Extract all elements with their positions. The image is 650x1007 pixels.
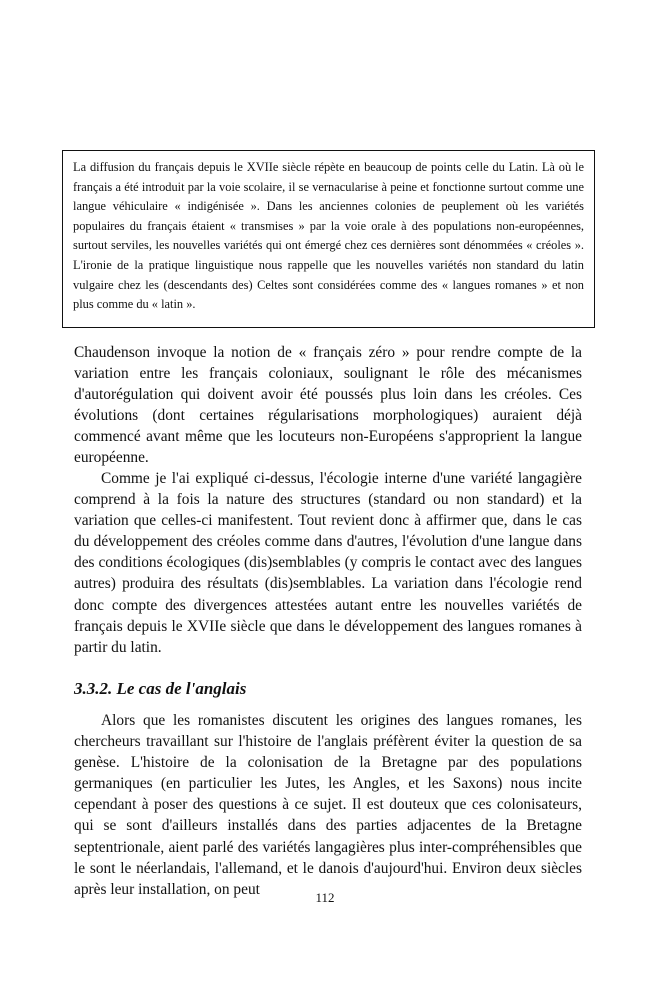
paragraph-anglais: Alors que les romanistes discutent les origines des langues romanes, les chercheurs travaillant sur l'histoire de l'anglais préfèrent éviter la question de sa genèse. L'histoire de la colonisation de la Bretagne par des populations germaniques (en particulier les Jutes, les Angles, et les Saxons) nous incite cependant à poser des questions à ce sujet. Il est douteux que ces colonisateurs, qui se sont d'ailleurs installés dans des parties adjacentes de la Bretagne septentrionale, aient parlé des variétés langagières plus inter-compréhensibles que le sont le néerlandais, l'allemand, et le danois d'aujourd'hui. Environ deux siècles après leur installation, on peut: [74, 712, 582, 898]
boxed-note: La diffusion du français depuis le XVIIe siècle répète en beaucoup de points celle du Latin. Là où le français a été introduit par la voie scolaire, il se vernacularise à peine et fonctionne surtout comme une langue véhiculaire « indigénisée ». Dans les anciennes colonies de peuplement où les variétés populaires du français étaient « transmises » par la voie orale à des populations non-européennes, surtout serviles, les nouvelles variétés qui ont émergé chez ces dernières sont dénommées « créoles ». L'ironie de la pratique linguistique nous rappelle que les nouvelles variétés non standard du latin vulgaire chez les (descendants des) Celtes sont considérées comme des « langues romanes » et non plus comme du « latin ».: [62, 150, 595, 328]
page-number: 112: [315, 890, 335, 905]
section-heading: 3.3.2. Le cas de l'anglais: [74, 679, 247, 698]
paragraph-ecologie: Comme je l'ai expliqué ci-dessus, l'écologie interne d'une variété langagière comprend à la fois la nature des structures (standard ou non standard) et la variation que celles-ci manifestent. Tout revient donc à affirmer que, dans le cas du développement des créoles comme dans d'autres, l'évolution d'une langue dans des conditions écologiques (dis)semblables (y compris le contact avec des langues autres) produira des résultats (dis)semblables. La variation dans l'écologie rend donc compte des divergences attestées autant entre les nouvelles variétés de français depuis le XVIIe siècle que dans le développement des langues romanes à partir du latin.: [74, 470, 582, 656]
paragraph-chaudenson: Chaudenson invoque la notion de « français zéro » pour rendre compte de la variation entre les français coloniaux, soulignant le rôle des mécanismes d'autorégulation qui doivent avoir été poussés plus loin dans les créoles. Ces évolutions (dont certaines régularisations morphologiques) auraient déjà commencé avant même que les locuteurs non-Européens s'approprient la langue européenne.: [74, 344, 582, 467]
